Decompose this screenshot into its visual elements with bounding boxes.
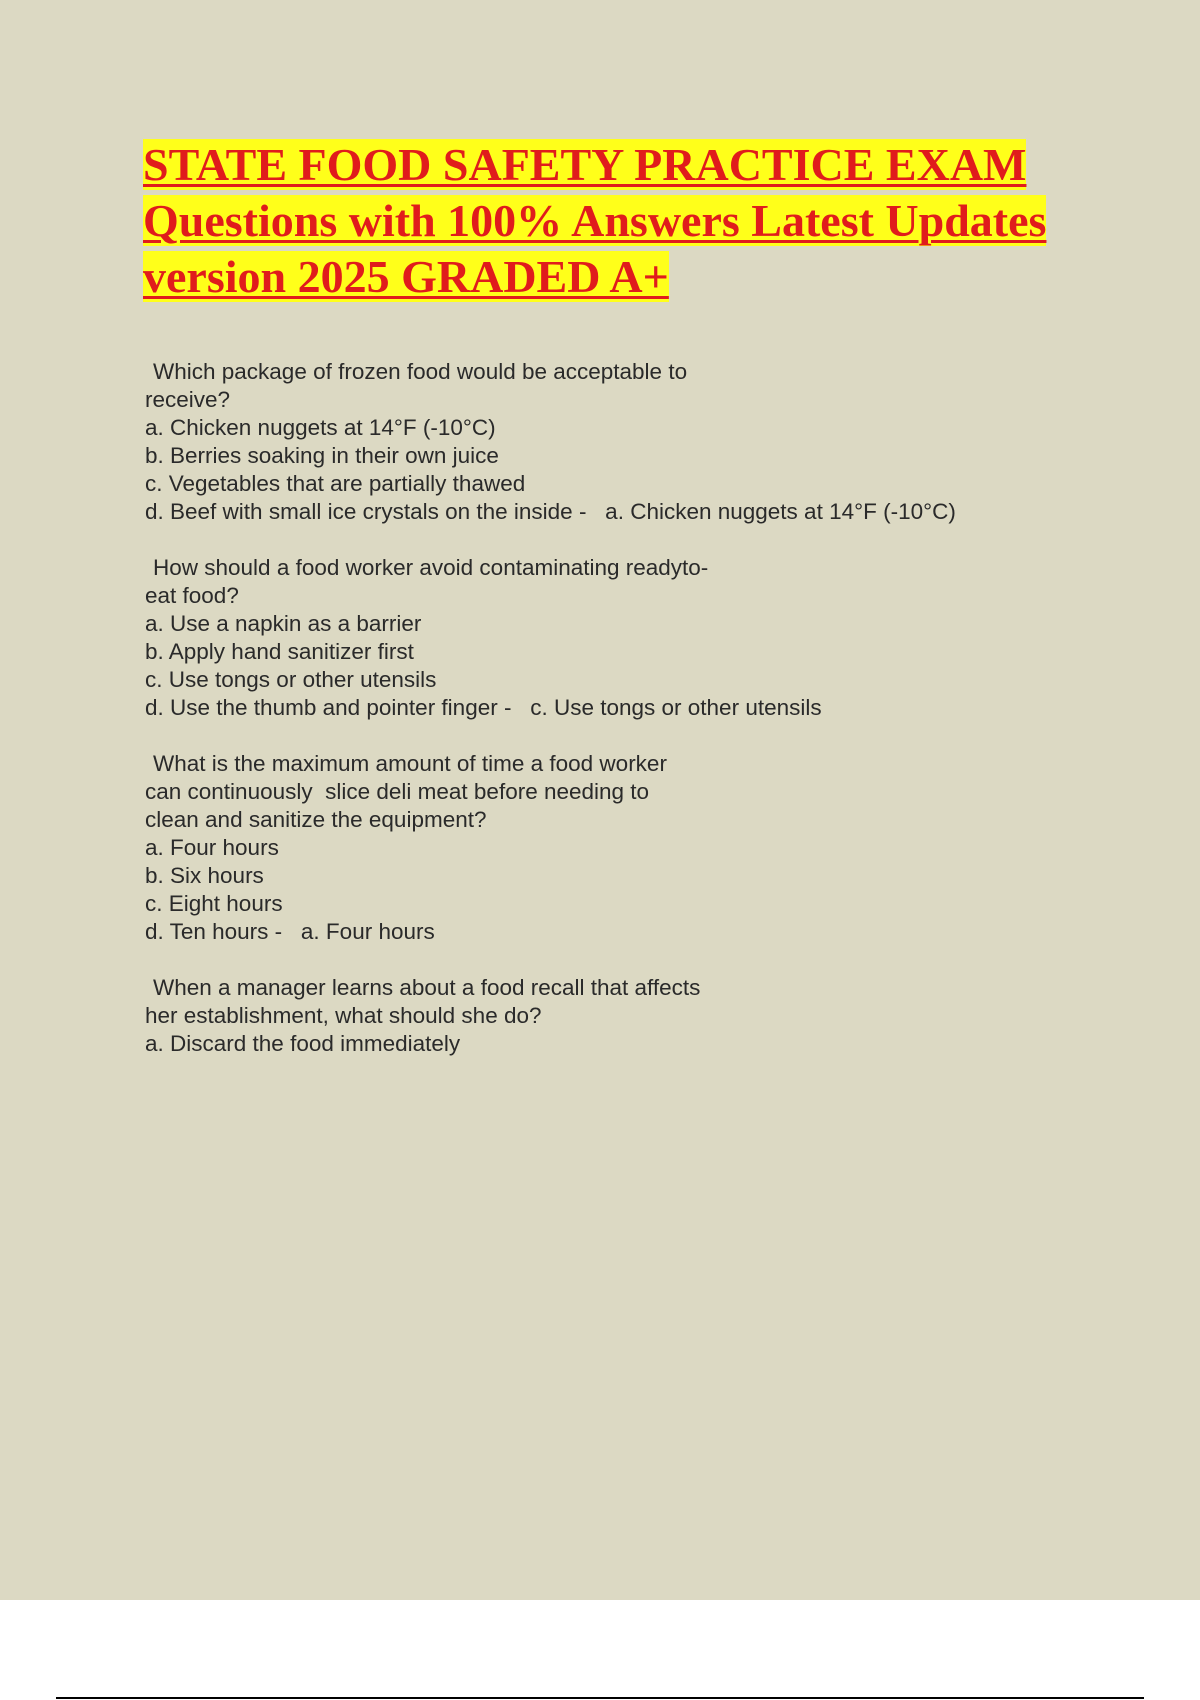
answer-option: c. Vegetables that are partially thawed — [145, 471, 526, 496]
title-line-1: STATE FOOD SAFETY PRACTICE EXAM — [143, 139, 1027, 190]
answer-option-with-answer: d. Use the thumb and pointer finger - c. Use tongs or other utensils — [145, 695, 822, 720]
answer-option-with-answer: d. Beef with small ice crystals on the inside - a. Chicken nuggets at 14°F (-10°C) — [145, 499, 956, 524]
question-block-3 — [145, 750, 1145, 946]
question-text: receive? — [145, 387, 231, 412]
footer-divider — [56, 1697, 1144, 1699]
question-text: clean and sanitize the equipment? — [145, 807, 487, 832]
question-text: Which package of frozen food would be acceptable to — [153, 359, 688, 384]
question-text: can continuously slice deli meat before needing to — [145, 779, 650, 804]
question-text: How should a food worker avoid contaminating readyto- — [153, 555, 709, 580]
answer-option-with-answer: d. Ten hours - a. Four hours — [145, 919, 435, 944]
answer-option: b. Six hours — [145, 863, 264, 888]
answer-option: a. Chicken nuggets at 14°F (-10°C) — [145, 415, 496, 440]
answer-option: a. Discard the food immediately — [145, 1031, 461, 1056]
answer-option: b. Berries soaking in their own juice — [145, 443, 499, 468]
answer-option: b. Apply hand sanitizer first — [145, 639, 414, 664]
question-text: her establishment, what should she do? — [145, 1003, 542, 1028]
question-block-1 — [145, 358, 1145, 526]
title-line-2: Questions with 100% Answers Latest Updates — [143, 195, 1047, 246]
answer-option: c. Eight hours — [145, 891, 283, 916]
question-text: What is the maximum amount of time a food worker — [153, 751, 667, 776]
question-text: eat food? — [145, 583, 239, 608]
question-block-4 — [145, 974, 1145, 1058]
question-text: When a manager learns about a food recall that affects — [153, 975, 701, 1000]
answer-option: a. Use a napkin as a barrier — [145, 611, 422, 636]
title-line-3: version 2025 GRADED A+ — [143, 251, 669, 302]
answer-option: a. Four hours — [145, 835, 279, 860]
question-block-2 — [145, 554, 1145, 722]
question-list — [145, 358, 1145, 1086]
document-title — [143, 137, 1143, 305]
answer-option: c. Use tongs or other utensils — [145, 667, 437, 692]
